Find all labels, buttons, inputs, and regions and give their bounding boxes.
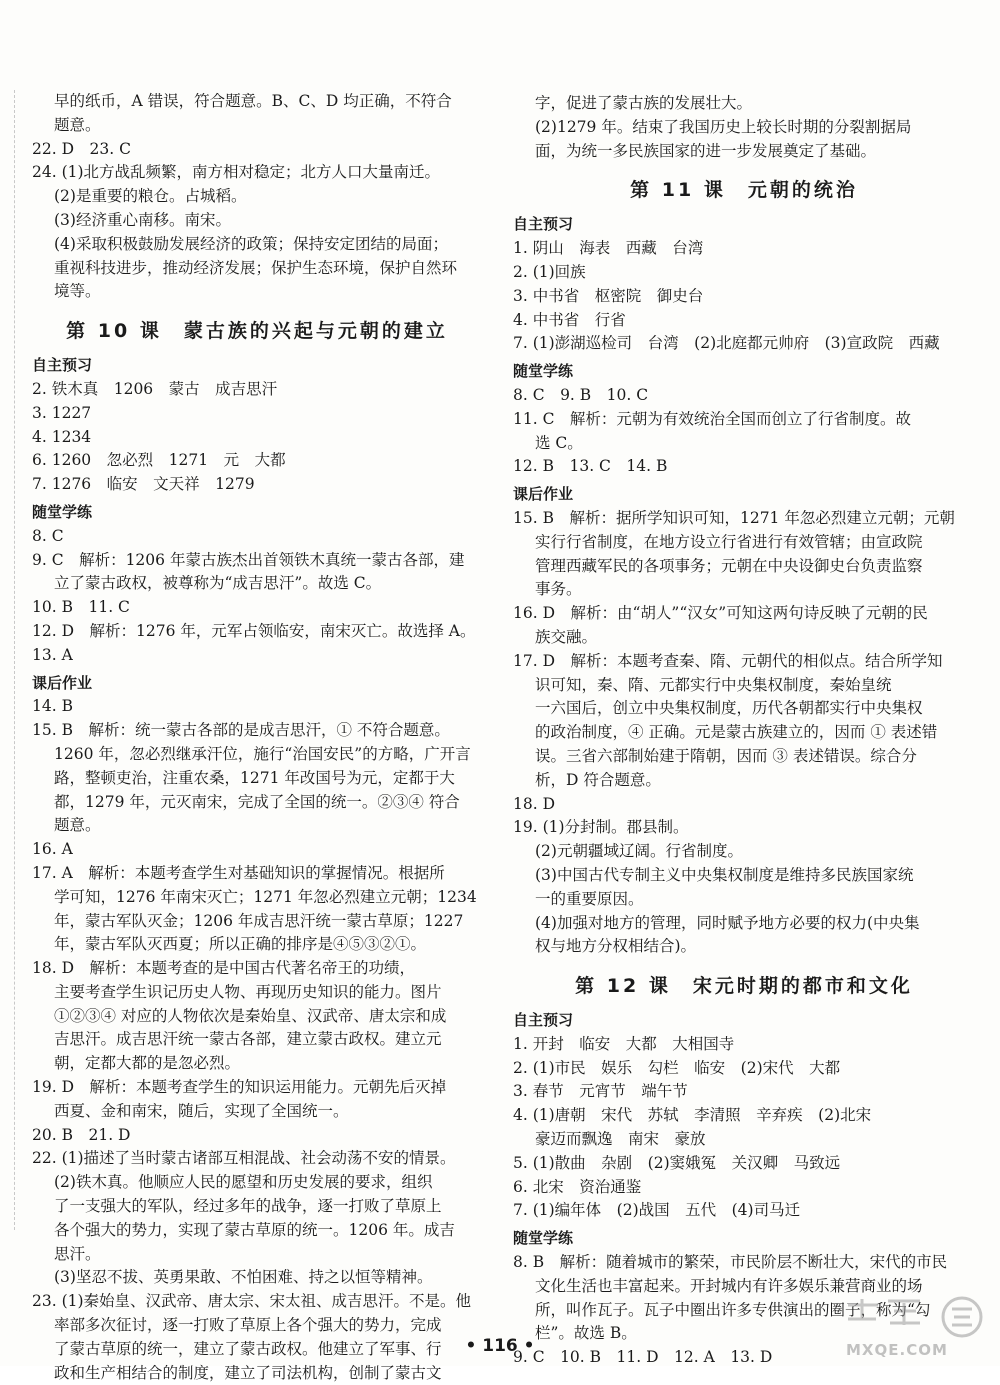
answer-line: 4. 1234: [32, 427, 92, 446]
answer-line: 8. B 解析：随着城市的繁荣，市民阶层不断壮大，宋代的市民: [513, 1253, 948, 1272]
answer-line: 3. 春节 元宵节 端午节: [513, 1082, 688, 1101]
section-heading: 随堂学练: [32, 502, 93, 521]
watermark-logo-icon: [840, 1295, 990, 1361]
answer-line: 12. B 13. C 14. B: [513, 457, 668, 476]
answer-line: 19. D 解析：本题考查学生的知识运用能力。元朝先后灭掉: [32, 1078, 447, 1097]
answer-line: 7. (1)编年体 (2)战国 五代 (4)司马迁: [513, 1201, 801, 1220]
answer-line: 管理西藏军民的各项事务；元朝在中央设御史台负责监察: [535, 556, 923, 575]
binding-margin-line: [14, 90, 16, 1230]
answer-line: 族交融。: [535, 627, 598, 646]
answer-line: 早的纸币，A 错误，符合题意。B、C、D 均正确，不符合: [54, 92, 452, 110]
answer-line: 3. 中书省 枢密院 御史台: [513, 286, 704, 305]
answer-line: 4. 中书省 行省: [513, 310, 626, 329]
section-heading: 自主预习: [513, 1011, 574, 1030]
answer-line: ①②③④ 对应的人物依次是秦始皇、汉武帝、唐太宗和成: [54, 1006, 447, 1025]
answer-section: [513, 1009, 975, 1223]
answer-line: 识可知，秦、隋、元都实行中央集权制度，秦始皇统: [535, 675, 892, 694]
answer-line: 18. D 解析：本题考查的是中国古代著名帝王的功绩，: [32, 959, 416, 978]
answer-line: 8. C: [32, 526, 64, 545]
answer-line: 16. D 解析：由“胡人”“汉女”可知这两句诗反映了元朝的民: [513, 604, 928, 623]
answer-line: 15. B 解析：据所学知识可知，1271 年忽必烈建立元朝；元朝: [513, 508, 955, 527]
answer-line: 朝，定都大都的是忽必烈。: [54, 1054, 241, 1073]
answer-line: (4)加强对地方的管理，同时赋予地方必要的权力(中央集: [535, 913, 920, 932]
answer-section: [32, 354, 482, 497]
right-column: [513, 92, 975, 1370]
answer-line: 8. C 9. B 10. C: [513, 385, 649, 404]
answer-line: 23. (1)秦始皇、汉武帝、唐太宗、宋太祖、成吉思汗。不是。他: [32, 1292, 472, 1311]
answer-line: 实行行省制度，在地方设立行省进行有效管辖；由宣政院: [535, 532, 923, 551]
section-heading: 随堂学练: [513, 1229, 574, 1248]
left-column: [32, 90, 482, 1385]
lesson-title: 第 11 课 元朝的统治: [630, 179, 858, 202]
answer-line: 政和生产相结合的制度，建立了司法机构，创制了蒙古文: [54, 1363, 442, 1382]
answer-line: (3)中国古代专制主义中央集权制度是维持多民族国家统: [535, 865, 914, 884]
watermark-logo: [840, 1295, 990, 1361]
answer-line: 2. 铁木真 1206 蒙古 成吉思汗: [32, 379, 278, 398]
answer-line: 1260 年，忽必烈继承汗位，施行“治国安民”的方略，广开言: [54, 744, 471, 763]
answer-line: 一六国后，创立中央集权制度，历代各朝都实行中央集权: [535, 699, 923, 718]
answer-line: (2)是重要的粮仓。占城稻。: [54, 187, 247, 206]
section-heading: 自主预习: [513, 215, 574, 234]
answer-line: 误。三省六部制始建于隋朝，因而 ③ 表述错误。综合分: [535, 746, 917, 765]
answer-line: 豪迈而飘逸 南宋 豪放: [535, 1130, 706, 1149]
lesson-title: 第 10 课 蒙古族的兴起与元朝的建立: [66, 320, 448, 343]
answer-line: 析，D 符合题意。: [535, 770, 661, 789]
answer-line: 3. 1227: [32, 403, 92, 422]
answer-line: 主要考查学生识记历史人物、再现历史知识的能力。图片: [54, 982, 442, 1001]
answer-line: 面，为统一多民族国家的进一步发展奠定了基础。: [535, 141, 877, 160]
answer-line: 14. B: [32, 697, 73, 716]
answer-line: 都，1279 年，元灭南宋，完成了全国的统一。②③④ 符合: [54, 792, 460, 811]
lesson-title: 第 12 课 宋元时期的都市和文化: [575, 975, 913, 998]
answer-line: 17. D 解析：本题考查秦、隋、元朝代的相似点。结合所学知: [513, 651, 943, 670]
answer-line: 6. 1260 忽必烈 1271 元 大都: [32, 451, 286, 470]
answer-line: 一的重要原因。: [535, 889, 644, 908]
answer-line: 11. C 解析：元朝为有效统治全国而创立了行省制度。故: [513, 409, 911, 428]
answer-line: 19. (1)分封制。郡县制。: [513, 818, 689, 837]
answer-line: 15. B 解析：统一蒙古各部的是成吉思汗，① 不符合题意。: [32, 721, 450, 740]
answer-section: [513, 360, 975, 479]
answer-line: 年，蒙古军队灭金；1206 年成吉思汗统一蒙古草原；1227: [54, 911, 464, 930]
answer-section: [32, 501, 482, 668]
answer-line: 了蒙古草原的统一，建立了蒙古政权。他建立了军事、行: [54, 1339, 442, 1358]
answer-line: 24. (1)北方战乱频繁，南方相对稳定；北方人口大量南迁。: [32, 163, 441, 182]
answer-line: 2. (1)市民 娱乐 勾栏 临安 (2)宋代 大都: [513, 1058, 841, 1077]
answer-section: [32, 672, 482, 1385]
answer-line: 22. (1)描述了当时蒙古诸部互相混战、社会动荡不安的情景。: [32, 1149, 456, 1168]
answer-line: 7. (1)澎湖巡检司 台湾 (2)北庭都元帅府 (3)宣政院 西藏: [513, 334, 940, 353]
answer-line: 文化生活也丰富起来。开封城内有许多娱乐兼营商业的场: [535, 1276, 923, 1295]
answer-line: 选 C。: [535, 433, 583, 452]
answer-line: 学可知，1276 年南宋灭亡；1271 年忽必烈建立元朝；1234: [54, 887, 477, 906]
answer-line: 字，促进了蒙古族的发展壮大。: [535, 94, 753, 112]
svg-text:MXQE.COM: MXQE.COM: [846, 1341, 948, 1359]
answer-line: 路，整顿吏治，注重农桑，1271 年改国号为元，定都于大: [54, 768, 455, 787]
answer-line: 1. 阴山 海表 西藏 台湾: [513, 239, 704, 258]
answer-line: 10. B 11. C: [32, 598, 130, 617]
answer-line: (3)经济重心南移。南宋。: [54, 210, 231, 229]
answer-line: (4)采取积极鼓励发展经济的政策；保持安定团结的局面；: [54, 234, 448, 253]
answer-line: 5. (1)散曲 杂剧 (2)窦娥冤 关汉卿 马致远: [513, 1153, 841, 1172]
answer-line: 重视科技进步，推动经济发展；保护生态环境，保护自然环: [54, 258, 458, 277]
answer-line: 9. C 解析：1206 年蒙古族杰出首领铁木真统一蒙古各部，建: [32, 550, 465, 569]
answer-line: (3)坚忍不拔、英勇果敢、不怕困难、持之以恒等精神。: [54, 1268, 433, 1287]
answer-line: 所，叫作瓦子。瓦子中圈出许多专供演出的圈子，称为“勾: [535, 1300, 931, 1319]
answer-line: 境等。: [54, 282, 101, 301]
section-heading: 课后作业: [32, 673, 93, 692]
answer-line: 17. A 解析：本题考查学生对基础知识的掌握情况。根据所: [32, 863, 445, 882]
section-heading: 课后作业: [513, 485, 574, 504]
answer-line: 栏”。故选 B。: [535, 1324, 637, 1343]
answer-line: 2. (1)回族: [513, 262, 586, 281]
answer-line: 题意。: [54, 816, 101, 835]
answer-line: 1. 开封 临安 大都 大相国寺: [513, 1034, 735, 1053]
answer-line: 西夏、金和南宋，随后，实现了全国统一。: [54, 1101, 349, 1120]
answer-line: 7. 1276 临安 文天祥 1279: [32, 475, 255, 494]
section-heading: 自主预习: [32, 356, 93, 375]
answer-line: (2)1279 年。结束了我国历史上较长时期的分裂割据局: [535, 117, 912, 136]
answer-line: 年，蒙古军队灭西夏；所以正确的排序是④⑤③②①。: [54, 935, 427, 954]
section-heading: 随堂学练: [513, 362, 574, 381]
answer-line: 18. D: [513, 794, 556, 813]
answer-line: 事务。: [535, 580, 582, 599]
answer-line: 吉思汗。成吉思汗统一蒙古各部，建立蒙古政权。建立元: [54, 1030, 442, 1049]
answer-line: 的政治制度，④ 正确。元是蒙古族建立的，因而 ① 表述错: [535, 723, 938, 742]
answer-line: 各个强大的势力，实现了蒙古草原的统一。1206 年。成吉: [54, 1220, 455, 1239]
answer-line: 思汗。: [54, 1244, 101, 1263]
answer-section: [513, 213, 975, 356]
answer-line: 了一支强大的军队，经过多年的战争，逐一打败了草原上: [54, 1197, 442, 1216]
answer-line: 9. C 10. B 11. D 12. A 13. D: [513, 1348, 773, 1367]
answer-line: 16. A: [32, 840, 73, 859]
answer-section: [513, 483, 975, 959]
answer-line: 权与地方分权相结合)。: [535, 937, 697, 956]
answer-line: 立了蒙古政权，被尊称为“成吉思汗”。故选 C。: [54, 574, 382, 593]
answer-line: (2)铁木真。他顺应人民的愿望和历史发展的要求，组织: [54, 1173, 433, 1192]
page-number: • 116 •: [465, 1336, 535, 1356]
answer-line: 4. (1)唐朝 宋代 苏轼 李清照 辛弃疾 (2)北宋: [513, 1106, 872, 1125]
answer-line: 12. D 解析：1276 年，元军占领临安，南宋灭亡。故选择 A。: [32, 621, 476, 640]
answer-line: 率部多次征讨，逐一打败了草原上各个强大的势力，完成: [54, 1316, 442, 1335]
answer-line: 13. A: [32, 645, 73, 664]
answer-line: (2)元朝疆域辽阔。行省制度。: [535, 842, 743, 861]
answer-line: 题意。: [54, 115, 101, 134]
answer-line: 6. 北宋 资治通鉴: [513, 1177, 642, 1196]
answer-line: 22. D 23. C: [32, 139, 131, 158]
answer-line: 20. B 21. D: [32, 1125, 131, 1144]
